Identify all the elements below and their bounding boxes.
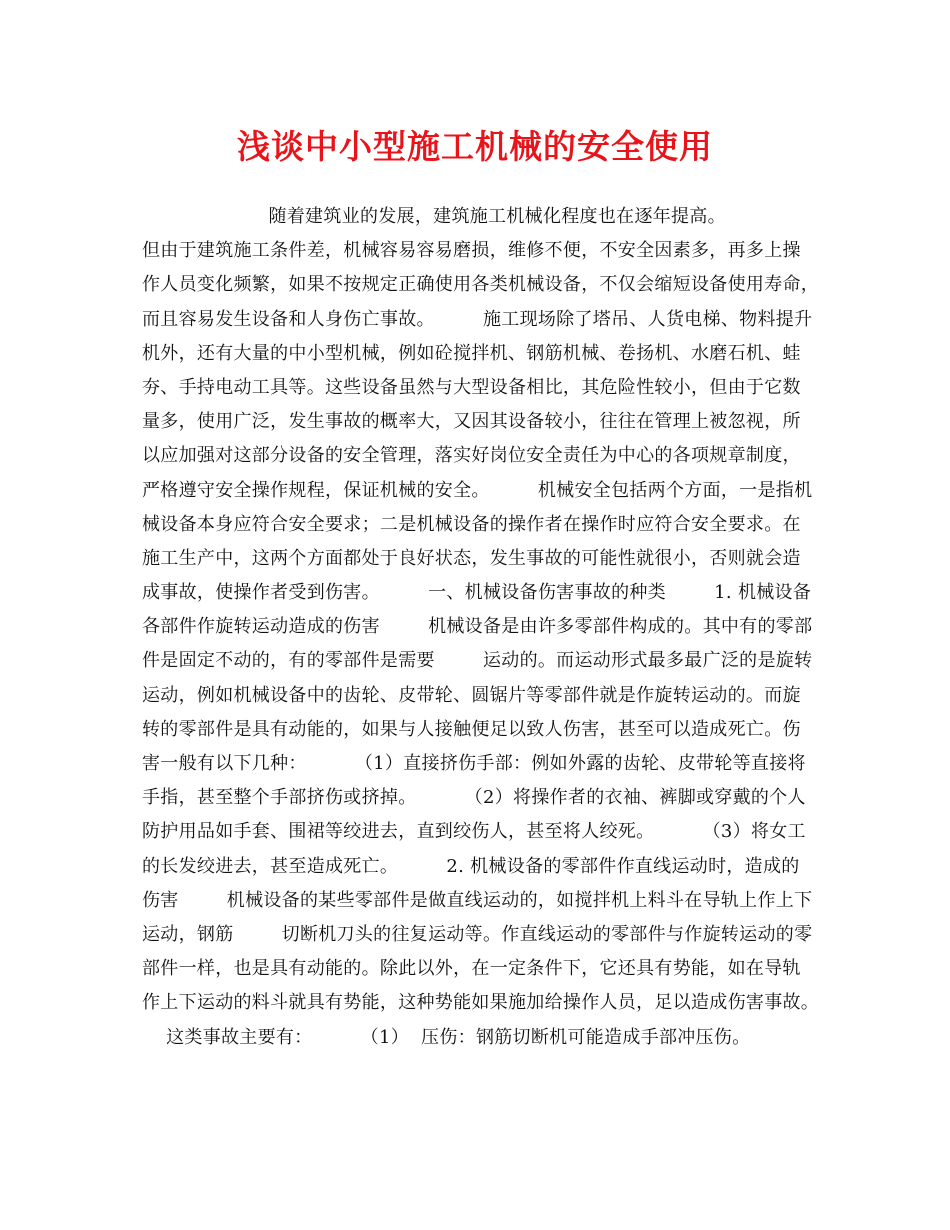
paragraph-line: 以应加强对这部分设备的安全管理，落实好岗位安全责任为中心的各项规章制度， bbox=[142, 445, 801, 467]
document-title: 浅谈中小型施工机械的安全使用 bbox=[237, 127, 713, 166]
paragraph-line: 夯、手持电动工具等。这些设备虽然与大型设备相比，其危险性较小，但由于它数 bbox=[142, 376, 801, 398]
paragraph-line: 严格遵守安全操作规程，保证机械的安全。 机械安全包括两个方面，一是指机 bbox=[142, 479, 813, 501]
paragraph-line: 运动，例如机械设备中的齿轮、皮带轮、圆锯片等零部件就是作旋转运动的。而旋 bbox=[142, 684, 801, 706]
paragraph-line: 件是固定不动的，有的零部件是需要 运动的。而运动形式最多最广泛的是旋转 bbox=[142, 650, 813, 672]
paragraph-line: 作人员变化频繁，如果不按规定正确使用各类机械设备，不仅会缩短设备使用寿命， bbox=[142, 274, 820, 296]
paragraph-line: 部件一样，也是具有动能的。除此以外，在一定条件下，它还具有势能，如在导轨 bbox=[142, 958, 801, 980]
paragraph-line: 各部件作旋转运动造成的伤害 机械设备是由许多零部件构成的。其中有的零部 bbox=[142, 616, 813, 638]
paragraph-line: 害一般有以下几种： （1）直接挤伤手部：例如外露的齿轮、皮带轮等直接将 bbox=[142, 753, 806, 774]
paragraph-line: 而且容易发生设备和人身伤亡事故。 施工现场除了塔吊、人货电梯、物料提升 bbox=[142, 308, 813, 330]
paragraph-line: 但由于建筑施工条件差，机械容易容易磨损，维修不便，不安全因素多，再多上操 bbox=[142, 240, 801, 262]
paragraph-line: 手指，甚至整个手部挤伤或挤掉。 （2）将操作者的衣袖、裤脚或穿戴的个人 bbox=[142, 787, 806, 809]
paragraph-line: 的长发绞进去，甚至造成死亡。 2. 机械设备的零部件作直线运动时，造成的 bbox=[142, 855, 800, 877]
paragraph-line: 施工生产中，这两个方面都处于良好状态，发生事故的可能性就很小，否则就会造 bbox=[142, 547, 801, 569]
paragraph-line: 机外，还有大量的中小型机械，例如砼搅拌机、钢筋机械、卷扬机、水磨石机、蛙 bbox=[142, 342, 801, 364]
paragraph-line: 械设备本身应符合安全要求；二是机械设备的操作者在操作时应符合安全要求。在 bbox=[142, 513, 801, 535]
paragraph-line: 作上下运动的料斗就具有势能，这种势能如果施加给操作人员，足以造成伤害事故。 bbox=[142, 992, 820, 1014]
paragraph-line: 运动，钢筋 切断机刀头的往复运动等。作直线运动的零部件与作旋转运动的零 bbox=[142, 923, 813, 945]
paragraph-line: 量多，使用广泛，发生事故的概率大，又因其设备较小，往往在管理上被忽视，所 bbox=[142, 411, 801, 433]
paragraph-line: 防护用品如手套、围裙等绞进去，直到绞伤人，甚至将人绞死。 （3）将女工 bbox=[142, 821, 806, 843]
paragraph-line: 这类事故主要有： （1） 压伤：钢筋切断机可能造成手部冲压伤。 bbox=[142, 1026, 751, 1048]
paragraph-line: 随着建筑业的发展，建筑施工机械化程度也在逐年提高。 bbox=[142, 206, 726, 227]
paragraph-line: 伤害 机械设备的某些零部件是做直线运动的，如搅拌机上料斗在导轨上作上下 bbox=[142, 889, 813, 911]
paragraph-line: 成事故，使操作者受到伤害。 一、机械设备伤害事故的种类 1. 机械设备 bbox=[142, 582, 812, 604]
document-body bbox=[142, 200, 822, 1055]
paragraph-line: 转的零部件是具有动能的，如果与人接触便足以致人伤害，甚至可以造成死亡。伤 bbox=[142, 718, 801, 740]
